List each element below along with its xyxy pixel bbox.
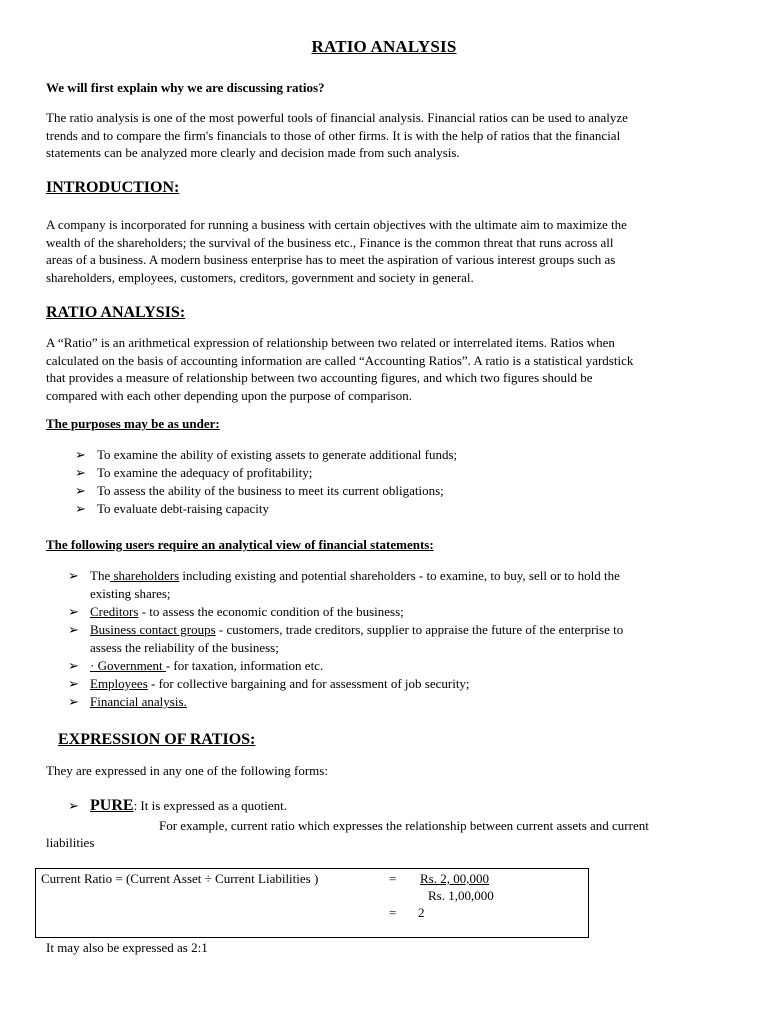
ratio-definition-paragraph — [46, 334, 633, 404]
formula-equals: = — [389, 905, 397, 920]
list-item: ➢ Business contact groups - customers, trade creditors, supplier to appraise the future of the enterprise to — [68, 622, 624, 637]
list-item-continuation: existing shares; — [90, 586, 171, 601]
text-line: trends and to compare the firm's financials to those of other firms. It is with the help of ratios that the financial — [46, 127, 621, 143]
page-title: RATIO ANALYSIS — [311, 37, 457, 56]
text-line: that provides a measure of relationship between two accounting figures, and which two figures should be — [46, 370, 593, 385]
text-line: A company is incorporated for running a business with certain objectives with the ultimate aim to maximize the — [46, 217, 627, 232]
arrow-bullet-icon: ➢ — [68, 694, 79, 709]
text-line: compared with each other depending upon the purpose of comparison. — [46, 387, 413, 403]
example-line: For example, current ratio which expresses the relationship between current assets and current — [159, 818, 649, 833]
intro-question: We will first explain why we are discussing ratios? — [46, 80, 325, 95]
text-line: The ratio analysis is one of the most powerful tools of financial analysis. Financial ratios can be used to analyze — [46, 110, 628, 125]
example-line-continuation: liabilities — [46, 835, 95, 850]
text-line: areas of a business. A modern business enterprise has to meet the aspiration of various interest groups such as — [46, 252, 616, 267]
list-item: ➢ To examine the ability of existing assets to generate additional funds; — [75, 447, 458, 462]
list-item: ➢ To examine the adequacy of profitability; — [75, 465, 313, 480]
purposes-list — [75, 446, 457, 518]
pure-item: ➢ PURE: It is expressed as a quotient. — [68, 797, 287, 814]
arrow-bullet-icon: ➢ — [68, 676, 79, 691]
formula-lhs: Current Ratio = (Current Asset ÷ Current Liabilities ) — [41, 871, 319, 886]
ratio-analysis-heading: RATIO ANALYSIS: — [46, 304, 186, 321]
arrow-bullet-icon: ➢ — [68, 604, 79, 619]
formula-equals: = — [389, 871, 397, 886]
text-line: calculated on the basis of accounting information are called “Accounting Ratios”. A ratio is a statistical yardstick — [46, 352, 634, 368]
list-item: ➢ To assess the ability of the business to meet its current obligations; — [75, 483, 444, 498]
text-line: shareholders, employees, customers, creditors, government and society in general. — [46, 269, 474, 285]
list-item: ➢ The shareholders including existing and potential shareholders - to examine, to buy, sell or to hold the — [68, 568, 620, 583]
list-item: ➢ · Government - for taxation, information etc. — [68, 658, 324, 673]
users-heading: The following users require an analytical view of financial statements: — [46, 537, 434, 552]
intro-paragraph — [46, 109, 628, 162]
formula-result: 2 — [418, 905, 425, 920]
text-line: statements can be analyzed more clearly and decision made from such analysis. — [46, 145, 460, 160]
arrow-bullet-icon: ➢ — [75, 483, 86, 498]
list-item: ➢ Financial analysis. — [68, 694, 187, 709]
list-item-continuation: assess the reliability of the business; — [90, 640, 279, 655]
arrow-bullet-icon: ➢ — [68, 798, 79, 813]
list-item: ➢ Creditors - to assess the economic condition of the business; — [68, 604, 404, 619]
text-line: A “Ratio” is an arithmetical expression of relationship between two related or interrelated items. Ratios when — [46, 335, 615, 350]
expression-heading: EXPRESSION OF RATIOS: — [58, 731, 256, 748]
formula-denominator: Rs. 1,00,000 — [428, 888, 494, 903]
users-list — [68, 567, 623, 711]
arrow-bullet-icon: ➢ — [75, 501, 86, 516]
expression-intro: They are expressed in any one of the following forms: — [46, 763, 328, 778]
text-line: wealth of the shareholders; the survival of the business etc., Finance is the common threat that runs across all — [46, 234, 614, 250]
list-item: ➢ Employees - for collective bargaining and for assessment of job security; — [68, 676, 470, 691]
introduction-heading: INTRODUCTION: — [46, 179, 180, 196]
list-item: ➢ To evaluate debt-raising capacity — [75, 501, 269, 516]
arrow-bullet-icon: ➢ — [75, 447, 86, 462]
introduction-paragraph — [46, 216, 627, 286]
arrow-bullet-icon: ➢ — [68, 622, 79, 637]
arrow-bullet-icon: ➢ — [75, 465, 86, 480]
purposes-heading: The purposes may be as under: — [46, 416, 220, 431]
arrow-bullet-icon: ➢ — [68, 568, 79, 583]
formula-numerator: Rs. 2, 00,000 — [420, 871, 489, 886]
alternate-expression: It may also be expressed as 2:1 — [46, 940, 208, 955]
arrow-bullet-icon: ➢ — [68, 658, 79, 673]
